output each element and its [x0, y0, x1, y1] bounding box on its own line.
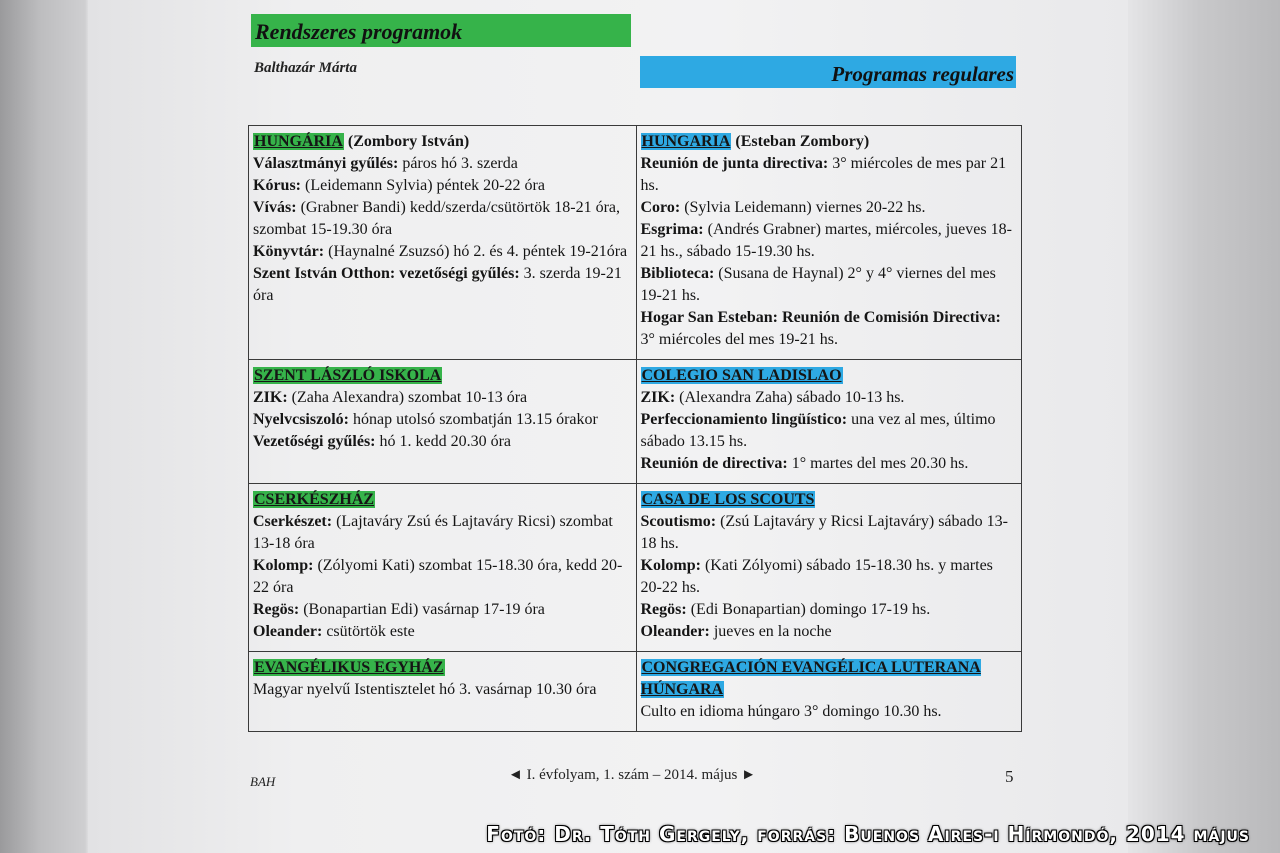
program-entry-detail: 1° martes del mes 20.30 hs. — [787, 455, 969, 472]
program-entry-detail: (Andrés Grabner) martes, miércoles, jueves 18-21 hs., sábado 15-19.30 hs. — [640, 221, 1012, 260]
cell-spanish — [636, 484, 1022, 652]
cell-hungarian — [249, 484, 637, 652]
title-spanish: Programas regulares — [640, 56, 1016, 88]
program-entry-detail: Magyar nyelvű Istentisztelet hó 3. vasárnap 10.30 óra — [253, 681, 597, 698]
program-entry-label: Vívás: — [253, 199, 297, 216]
program-entry-detail: Culto en idioma húngaro 3° domingo 10.30 hs. — [640, 703, 942, 720]
program-entry-label: Oleander: — [253, 623, 323, 640]
program-entry-label: Kolomp: — [640, 557, 701, 574]
cell-spanish — [636, 652, 1022, 732]
section-heading-highlight: EVANGÉLIKUS EGYHÁZ — [254, 659, 444, 676]
program-entry-detail: (Leidemann Sylvia) péntek 20-22 óra — [301, 177, 545, 194]
program-entry — [641, 153, 1018, 197]
program-entry — [641, 453, 1018, 475]
program-entry-label: Regös: — [640, 601, 687, 618]
program-entry-detail: (Kati Zólyomi) sábado 15-18.30 hs. y martes 20-22 hs. — [640, 557, 993, 596]
section-heading-highlight: SZENT LÁSZLÓ ISKOLA — [254, 367, 442, 384]
program-entry-label: Kolomp: — [253, 557, 314, 574]
program-entry-detail: hónap utolsó szombatján 13.15 órakor — [348, 411, 598, 428]
section-heading-highlight: HUNGARIA — [641, 133, 731, 150]
program-entry-detail: (Zólyomi Kati) szombat 15-18.30 óra, kedd 20-22 óra — [253, 557, 623, 596]
program-entry-detail: (Alexandra Zaha) sábado 10-13 hs. — [675, 389, 905, 406]
title-hungarian: Rendszeres programok — [251, 14, 631, 47]
program-entry-label: Oleander: — [640, 623, 710, 640]
program-entry — [253, 387, 632, 409]
cell-hungarian — [249, 652, 637, 732]
program-entry-label: Reunión de junta directiva: — [640, 155, 829, 172]
section-heading — [253, 131, 632, 153]
program-entry — [253, 409, 632, 431]
program-entry — [641, 701, 1018, 723]
program-entry-detail: (Zsú Lajtaváry y Ricsi Lajtaváry) sábado 13-18 hs. — [640, 513, 1008, 552]
program-entry — [253, 679, 632, 701]
program-entry-detail: 3. szerda 19-21 óra — [253, 265, 622, 304]
program-entry — [253, 555, 632, 599]
section-heading-highlight: CONGREGACIÓN EVANGÉLICA LUTERANA HÚNGARA — [640, 659, 981, 698]
program-entry-detail: csütörtök este — [322, 623, 415, 640]
program-row — [249, 484, 1022, 652]
program-entry — [641, 511, 1018, 555]
program-entry — [641, 307, 1018, 351]
program-entry — [641, 599, 1018, 621]
section-heading-highlight: COLEGIO SAN LADISLAO — [641, 367, 842, 384]
program-entry — [253, 153, 632, 175]
program-entry-detail: (Edi Bonapartian) domingo 17-19 hs. — [686, 601, 931, 618]
program-entry-label: Esgrima: — [640, 221, 704, 238]
program-entry — [641, 555, 1018, 599]
program-entry-label: Coro: — [640, 199, 681, 216]
program-entry — [253, 263, 632, 307]
section-heading-highlight: CSERKÉSZHÁZ — [254, 491, 375, 508]
photo-credit-caption: Fotó: Dr. Tóth Gergely, forrás: Buenos Aires-i Hírmondó, 2014 május — [486, 822, 1250, 846]
program-entry-detail: 3° miércoles de mes par 21 hs. — [640, 155, 1007, 194]
program-entry-detail: (Sylvia Leidemann) viernes 20-22 hs. — [680, 199, 926, 216]
program-entry-label: ZIK: — [253, 389, 288, 406]
program-row — [249, 126, 1022, 360]
program-entry — [253, 241, 632, 263]
program-entry — [253, 431, 632, 453]
footer-issue-info: ◄ I. évfolyam, 1. szám – 2014. május ► — [508, 767, 756, 783]
program-entry — [641, 219, 1018, 263]
section-heading — [253, 365, 632, 387]
program-entry-detail: jueves en la noche — [709, 623, 832, 640]
cell-hungarian — [249, 126, 637, 360]
program-entry-label: Regös: — [253, 601, 300, 618]
section-heading — [253, 489, 632, 511]
cell-spanish — [636, 126, 1022, 360]
program-entry-detail: (Zaha Alexandra) szombat 10-13 óra — [287, 389, 528, 406]
section-heading-person: (Esteban Zombory) — [731, 133, 870, 150]
section-heading — [641, 131, 1018, 153]
program-entry-label: Cserkészet: — [253, 513, 333, 530]
program-entry-detail: (Bonapartian Edi) vasárnap 17-19 óra — [299, 601, 545, 618]
program-row — [249, 360, 1022, 484]
program-row — [249, 652, 1022, 732]
author-name: Balthazár Márta — [254, 60, 357, 76]
section-heading — [253, 657, 632, 679]
program-entry-label: Kórus: — [253, 177, 301, 194]
program-entry-detail: una vez al mes, último sábado 13.15 hs. — [640, 411, 996, 450]
cell-hungarian — [249, 360, 637, 484]
page-number: 5 — [1005, 767, 1014, 786]
program-entry-label: Könyvtár: — [253, 243, 325, 260]
program-entry-detail: páros hó 3. szerda — [398, 155, 518, 172]
program-entry-detail: (Haynalné Zsuzsó) hó 2. és 4. péntek 19-21óra — [324, 243, 628, 260]
program-entry-detail: (Susana de Haynal) 2° y 4° viernes del mes 19-21 hs. — [640, 265, 996, 304]
program-entry-detail: (Grabner Bandi) kedd/szerda/csütörtök 18-21 óra, szombat 15-19.30 óra — [253, 199, 621, 238]
program-entry-label: Perfeccionamiento lingüístico: — [640, 411, 848, 428]
program-entry — [253, 197, 632, 241]
footer-publication-abbrev: BAH — [250, 774, 276, 789]
program-entry-detail: (Lajtaváry Zsú és Lajtaváry Ricsi) szombat 13-18 óra — [253, 513, 613, 552]
section-heading-person: (Zombory István) — [343, 133, 470, 150]
program-entry — [641, 387, 1018, 409]
program-entry-label: Nyelvcsiszoló: — [253, 411, 349, 428]
program-entry — [641, 621, 1018, 643]
section-heading — [641, 657, 1018, 701]
program-entry — [641, 263, 1018, 307]
program-entry — [253, 175, 632, 197]
cell-spanish — [636, 360, 1022, 484]
program-entry-detail: 3° miércoles del mes 19-21 hs. — [640, 331, 838, 348]
section-heading — [641, 365, 1018, 387]
program-entry-label: Scoutismo: — [640, 513, 717, 530]
program-entry — [253, 511, 632, 555]
program-entry — [641, 197, 1018, 219]
program-entry — [641, 409, 1018, 453]
program-entry-label: Vezetőségi gyűlés: — [253, 433, 376, 450]
section-heading — [641, 489, 1018, 511]
section-heading-highlight: CASA DE LOS SCOUTS — [641, 491, 815, 508]
section-heading-highlight: HUNGÁRIA — [254, 133, 343, 150]
program-entry-label: Hogar San Esteban: Reunión de Comisión Directiva: — [640, 309, 1001, 326]
program-table — [248, 125, 1022, 732]
program-entry — [253, 599, 632, 621]
program-entry-label: Választmányi gyűlés: — [253, 155, 399, 172]
program-entry-label: ZIK: — [640, 389, 676, 406]
program-entry-label: Reunión de directiva: — [640, 455, 788, 472]
program-entry-detail: hó 1. kedd 20.30 óra — [375, 433, 512, 450]
program-entry — [253, 621, 632, 643]
program-entry-label: Szent István Otthon: vezetőségi gyűlés: — [253, 265, 520, 282]
program-entry-label: Biblioteca: — [640, 265, 715, 282]
